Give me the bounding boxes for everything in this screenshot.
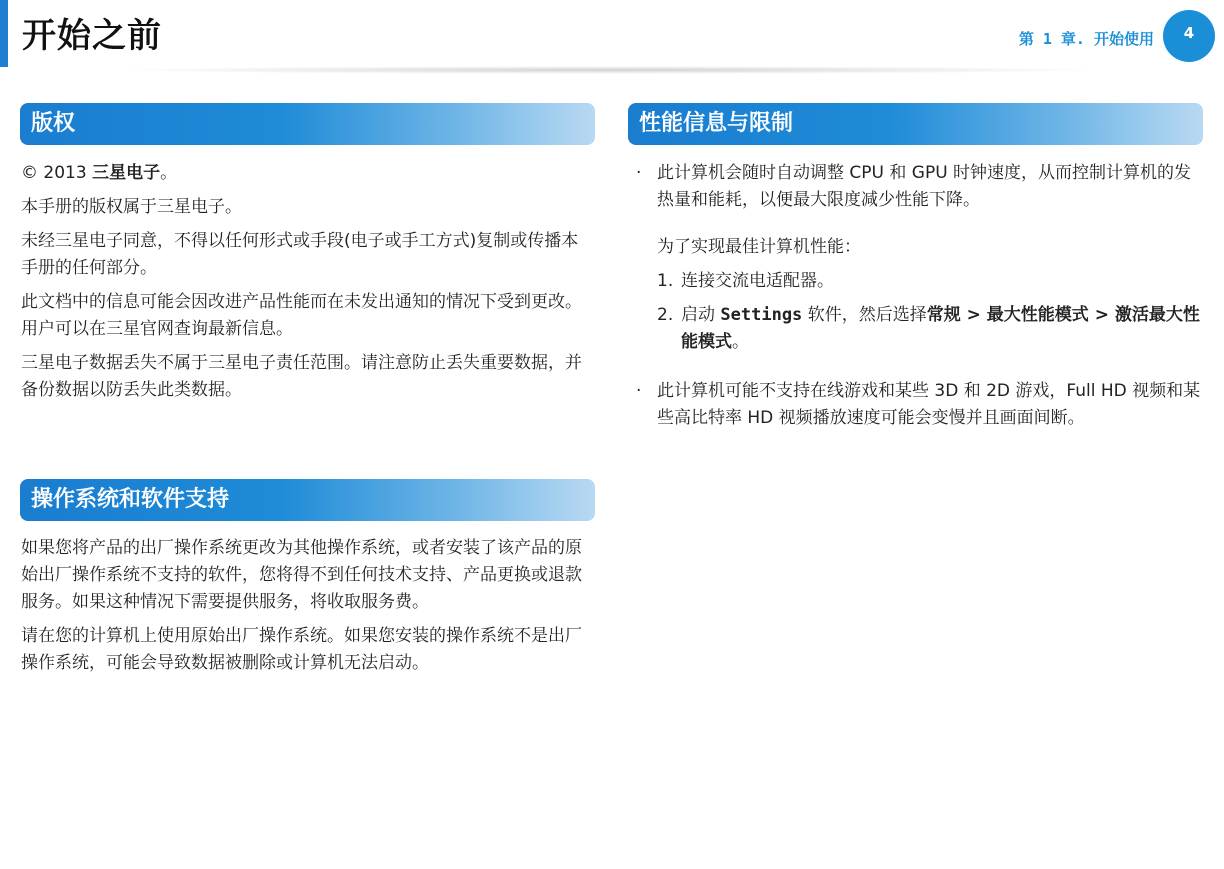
header-divider: [110, 66, 1110, 74]
os-support-paragraph: 如果您将产品的出厂操作系统更改为其他操作系统，或者安装了该产品的原始出厂操作系统不支持的软件，您将得不到任何技术支持、产品更换或退款服务。如果这种情况下需要提供服务，将收取服务费。: [21, 538, 582, 612]
chapter-label: 第 1 章. 开始使用: [1018, 30, 1154, 48]
performance-intro: 为了实现最佳计算机性能：: [657, 237, 861, 257]
copyright-paragraph: 本手册的版权属于三星电子。: [21, 197, 242, 217]
header-accent-bar: [0, 0, 8, 67]
copyright-paragraph: 未经三星电子同意，不得以任何形式或手段(电子或手工方式)复制或传播本手册的任何部分。: [21, 231, 579, 278]
section-header-performance: 性能信息与限制: [628, 103, 1203, 145]
performance-body: [633, 160, 1203, 432]
os-support-body: [21, 535, 595, 684]
os-support-paragraph: 请在您的计算机上使用原始出厂操作系统。如果您安装的操作系统不是出厂操作系统，可能会导致数据被删除或计算机无法启动。: [21, 626, 582, 673]
step-item: 1. 连接交流电适配器。: [657, 271, 834, 291]
step-item: 2. 启动 Settings 软件，然后选择常规 > 最大性能模式 > 激活最大性能模式。: [657, 305, 1200, 352]
bullet-dot: ·: [636, 163, 642, 183]
page-title: 开始之前: [22, 16, 162, 56]
bullet-item: · 此计算机可能不支持在线游戏和某些 3D 和 2D 游戏，Full HD 视频和某些高比特率 HD 视频播放速度可能会变慢并且画面间断。: [633, 378, 1203, 432]
copyright-paragraph: 此文档中的信息可能会因改进产品性能而在未发出通知的情况下受到更改。用户可以在三星官网查询最新信息。: [21, 292, 582, 339]
bullet-dot: ·: [636, 381, 642, 401]
section-header-copyright: 版权: [20, 103, 595, 145]
copyright-line: © 2013 三星电子。: [21, 163, 178, 183]
copyright-paragraph: 三星电子数据丢失不属于三星电子责任范围。请注意防止丢失重要数据，并备份数据以防丢失此类数据。: [21, 353, 582, 400]
section-header-os-support: 操作系统和软件支持: [20, 479, 595, 521]
page-number-badge: 4: [1163, 10, 1215, 62]
bullet-item: · 此计算机会随时自动调整 CPU 和 GPU 时钟速度，从而控制计算机的发热量和能耗，以便最大限度减少性能下降。: [633, 160, 1203, 214]
copyright-body: [21, 160, 595, 411]
